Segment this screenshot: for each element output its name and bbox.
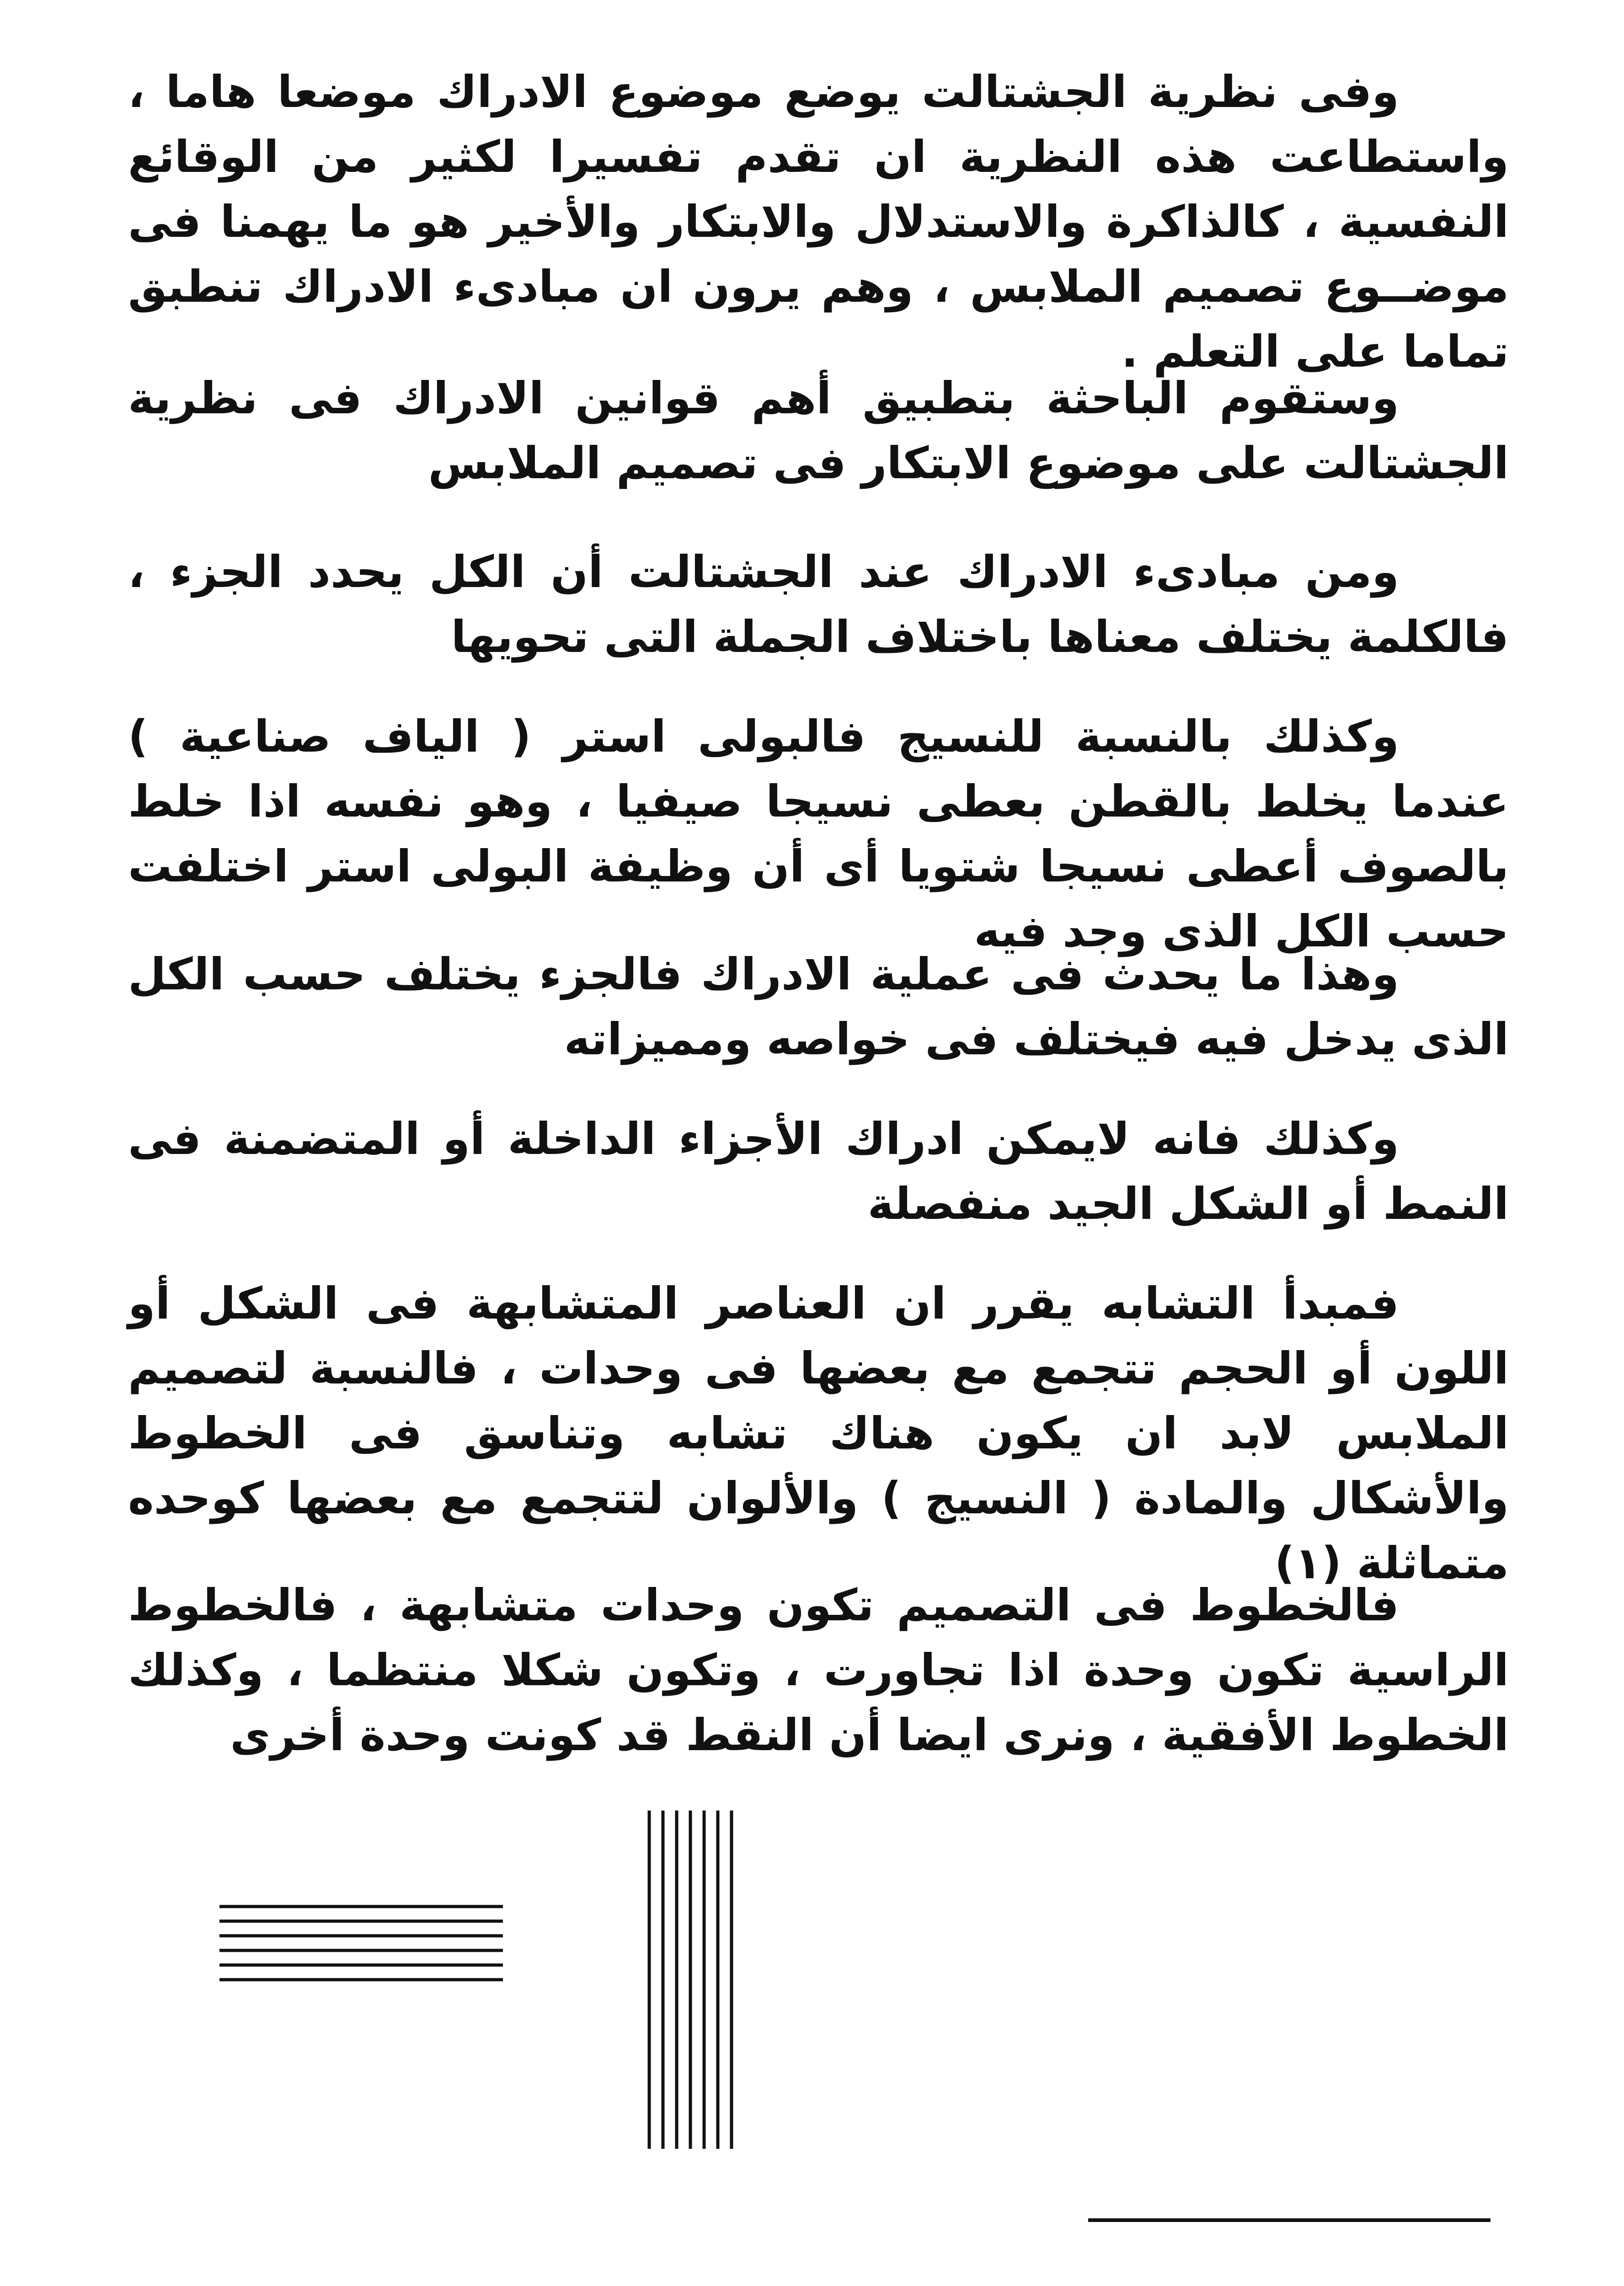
paragraph-lines-in-design: فالخطوط فى التصميم تكون وحدات متشابهة ، فالخطوط الراسية تكون وحدة اذا تجاورت ، وتكون شكلا منتظما ، وكذلك الخطوط الأفقية ، ونرى ايضا أن النقط قد كونت وحدة أخرى xyxy=(128,1580,1509,1761)
paragraph-good-form: وكذلك فانه لايمكن ادراك الأجزاء الداخلة أو المتضمنة فى النمط أو الشكل الجيد منفصلة xyxy=(128,1113,1509,1229)
paragraph-gestalt-intro: وفى نظرية الجشتالت يوضع موضوع الادراك موضعا هاما ، واستطاعت هذه النظرية ان تقدم تفسيرا لكثير من الوقائع النفسية ، كالذاكرة والاستدلال والابتكار والأخير هو ما يهمنا فى موضــوع تصميم الملابس ، وهم يرون ان مبادىء الادراك تنطبق تماما على التعلم . xyxy=(128,66,1509,377)
footnote-separator xyxy=(1088,2218,1490,2222)
vertical-lines-group xyxy=(649,1811,732,2149)
paragraph-polyester-example: وكذلك بالنسبة للنسيج فالبولى استر ( الياف صناعية ) عندما يخلط بالقطن بعطى نسيجا صيفيا ، وهو نفسه اذا خلط بالصوف أعطى نسيجا شتويا أى أن وظيفة البولى استر اختلفت حسب الكل الذى وجد فيه xyxy=(128,711,1509,957)
similarity-lines-diagram xyxy=(219,1811,786,2158)
paragraph-similarity-principle xyxy=(128,1271,1509,1596)
horizontal-lines-group xyxy=(219,1907,503,1980)
paragraph-whole-defines-part: ومن مبادىء الادراك عند الجشتالت أن الكل يحدد الجزء ، فالكلمة يختلف معناها باختلاف الجملة التى تحويها xyxy=(128,546,1509,662)
paragraph-perception-process: وهذا ما يحدث فى عملية الادراك فالجزء يختلف حسب الكل الذى يدخل فيه فيختلف فى خواصه ومميزاته xyxy=(128,949,1509,1065)
paragraph-researcher-plan: وستقوم الباحثة بتطبيق أهم قوانين الادراك فى نظرية الجشتالت على موضوع الابتكار فى تصميم الملابس xyxy=(128,373,1509,489)
similarity-text: يقرر ان العناصر المتشابهة فى الشكل أو اللون أو الحجم تتجمع مع بعضها فى وحدات ، فالنسبة لتصميم الملابس لابد ان يكون هناك تشابه وتناسق فى الخطوط والأشكال والمادة ( النسيج ) والألوان لتتجمع مع بعضها كوحده متماثلة (١) xyxy=(128,1278,1509,1589)
similarity-term: فمبدأ التشابه xyxy=(1101,1278,1400,1329)
